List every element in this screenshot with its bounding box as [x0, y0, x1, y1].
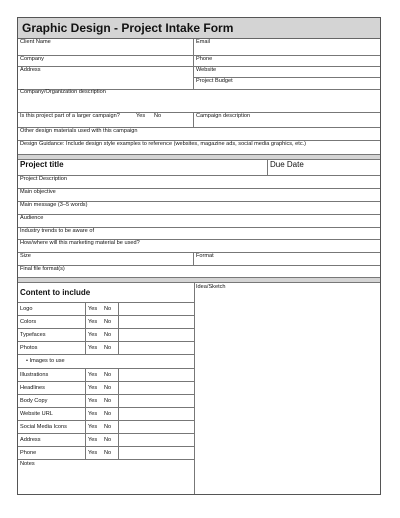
main-objective-row: [18, 189, 380, 202]
content-item-yes-option[interactable]: Yes: [88, 332, 98, 338]
content-item-row: [18, 316, 194, 329]
content-item-notes-field[interactable]: [118, 303, 194, 315]
content-item-notes-field[interactable]: [118, 369, 194, 381]
content-item-notes-field[interactable]: [118, 447, 194, 459]
content-item-label: Typefaces: [18, 329, 86, 341]
content-item-no-option[interactable]: No: [104, 437, 112, 443]
content-item-yes-option[interactable]: Yes: [88, 372, 98, 378]
content-item-row: [18, 369, 194, 382]
content-item-row: [18, 342, 194, 355]
client-name-field[interactable]: Client Name: [18, 39, 194, 55]
size-field[interactable]: Size: [18, 253, 194, 265]
main-message-row: [18, 202, 380, 215]
usage-row: [18, 240, 380, 253]
content-item-no-option[interactable]: No: [104, 345, 112, 351]
content-item-label: Address: [18, 434, 86, 446]
content-item-yes-option[interactable]: Yes: [88, 319, 98, 325]
project-description-row: [18, 176, 380, 189]
content-item-row: [18, 447, 194, 460]
main-message-field[interactable]: Main message (3–5 words): [20, 202, 88, 208]
content-item-no-option[interactable]: No: [104, 332, 112, 338]
content-item-label: Illustrations: [18, 369, 86, 381]
content-item-label: Body Copy: [18, 395, 86, 407]
content-item-yes-option[interactable]: Yes: [88, 424, 98, 430]
email-field[interactable]: Email: [196, 39, 210, 45]
content-heading: Content to include: [20, 288, 91, 297]
content-item-label: Phone: [18, 447, 86, 459]
content-item-yes-option[interactable]: Yes: [88, 385, 98, 391]
format-field[interactable]: Format: [196, 253, 214, 259]
project-budget-field[interactable]: Project Budget: [196, 78, 233, 84]
content-item-notes-field[interactable]: [118, 395, 194, 407]
content-item-no-option[interactable]: No: [104, 424, 112, 430]
project-description-field[interactable]: Project Description: [20, 176, 67, 182]
content-item-notes-field[interactable]: [118, 434, 194, 446]
content-item-no-option[interactable]: No: [104, 306, 112, 312]
due-date-field[interactable]: Due Date: [270, 160, 304, 169]
form-title: Graphic Design - Project Intake Form: [18, 18, 380, 39]
phone-field[interactable]: Phone: [196, 56, 213, 62]
final-formats-row: [18, 266, 380, 278]
content-item-no-option[interactable]: No: [104, 398, 112, 404]
content-item-notes-field[interactable]: [118, 316, 194, 328]
client-name-row: [18, 39, 380, 56]
content-item-row: [18, 382, 194, 395]
idea-sketch-area[interactable]: [195, 292, 380, 494]
content-item-row: [18, 395, 194, 408]
campaign-description-field[interactable]: Campaign description: [196, 113, 251, 119]
industry-trends-field[interactable]: Industry trends to be aware of: [20, 228, 95, 234]
design-guidance-row: [18, 141, 380, 155]
notes-area[interactable]: [18, 469, 194, 494]
final-formats-field[interactable]: Final file format(s): [20, 266, 65, 272]
content-item-notes-field[interactable]: [118, 408, 194, 420]
content-item-yes-option[interactable]: Yes: [88, 450, 98, 456]
content-item-label: Social Media Icons: [18, 421, 86, 433]
content-item-row: [18, 408, 194, 421]
company-row: [18, 56, 380, 67]
content-item-label: Website URL: [18, 408, 86, 420]
content-item-no-option[interactable]: No: [104, 450, 112, 456]
content-item-yes-option[interactable]: Yes: [88, 345, 98, 351]
company-field[interactable]: Company: [18, 56, 194, 66]
content-item-notes-field[interactable]: [118, 382, 194, 394]
content-item-row: [18, 329, 194, 342]
content-item-label: Photos: [18, 342, 86, 354]
company-description-field[interactable]: Company/Organization description: [20, 89, 106, 95]
campaign-row: [18, 113, 380, 128]
content-item-yes-option[interactable]: Yes: [88, 306, 98, 312]
content-item-no-option[interactable]: No: [104, 385, 112, 391]
content-item-row: [18, 421, 194, 434]
intake-form: [17, 17, 381, 495]
size-row: [18, 253, 380, 266]
campaign-no-option[interactable]: No: [154, 113, 162, 119]
content-item-row: [18, 303, 194, 316]
content-item-yes-option[interactable]: Yes: [88, 398, 98, 404]
content-item-no-option[interactable]: No: [104, 411, 112, 417]
content-item-notes-field[interactable]: [118, 342, 194, 354]
website-field[interactable]: Website: [194, 67, 380, 78]
campaign-yes-option[interactable]: Yes: [136, 113, 146, 119]
industry-trends-row: [18, 228, 380, 240]
content-item-label: Colors: [18, 316, 86, 328]
content-item-label: Headlines: [18, 382, 86, 394]
content-item-notes-field[interactable]: [118, 421, 194, 433]
address-row: [18, 67, 380, 89]
content-item-label: Logo: [18, 303, 86, 315]
project-title-row: [18, 160, 380, 176]
other-materials-field[interactable]: Other design materials used with this campaign: [20, 128, 138, 134]
content-item-no-option[interactable]: No: [104, 319, 112, 325]
project-title-field[interactable]: Project title: [18, 160, 268, 175]
usage-field[interactable]: How/where will this marketing material be used?: [20, 240, 140, 246]
campaign-question: Is this project part of a larger campaign? Yes No: [18, 113, 194, 127]
notes-label: Notes: [20, 461, 35, 467]
other-materials-row: [18, 128, 380, 141]
main-objective-field[interactable]: Main objective: [20, 189, 56, 195]
address-field[interactable]: Address: [18, 67, 194, 89]
images-to-use-field[interactable]: • Images to use: [26, 358, 65, 364]
content-item-yes-option[interactable]: Yes: [88, 411, 98, 417]
audience-row: [18, 215, 380, 228]
content-item-no-option[interactable]: No: [104, 372, 112, 378]
images-to-use-row: [18, 355, 194, 369]
content-item-row: [18, 434, 194, 447]
idea-sketch-label: Idea/Sketch: [196, 284, 226, 290]
content-heading-row: [18, 283, 194, 303]
company-description-row: [18, 89, 380, 113]
content-item-notes-field[interactable]: [118, 329, 194, 341]
design-guidance-field[interactable]: Design Guidance: Include design style examples to reference (websites, magazine ads, social media graphics, etc.): [20, 141, 307, 147]
content-item-yes-option[interactable]: Yes: [88, 437, 98, 443]
audience-field[interactable]: Audience: [20, 215, 44, 221]
